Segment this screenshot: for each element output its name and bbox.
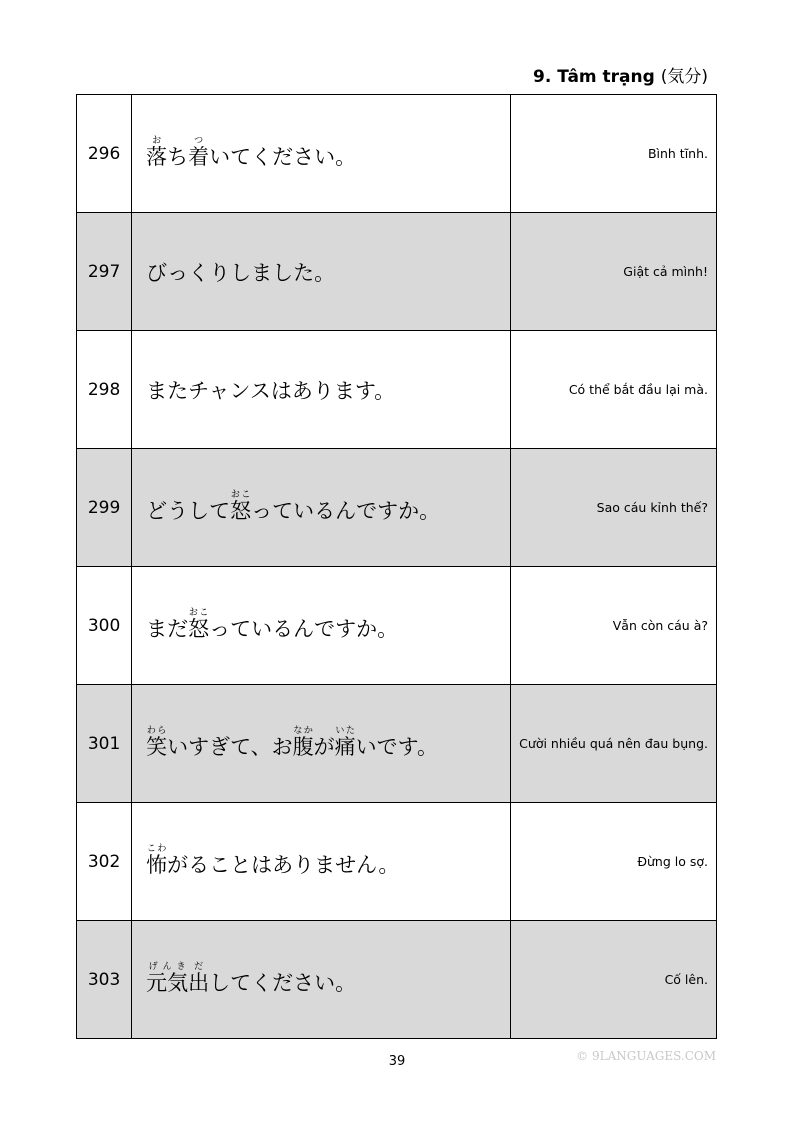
- vietnamese-translation: Giật cả mình!: [510, 213, 716, 331]
- kana-text: してください。: [209, 971, 357, 995]
- japanese-phrase: [132, 95, 511, 213]
- kana-text: がることはありません。: [167, 853, 400, 877]
- section-title-text: 9. Tâm trạng: [533, 67, 655, 87]
- page-number: 39: [388, 1054, 406, 1069]
- japanese-phrase: [132, 803, 511, 921]
- vietnamese-translation: Cố lên.: [510, 921, 716, 1039]
- vietnamese-translation: Bình tĩnh.: [510, 95, 716, 213]
- phrase-number: 301: [77, 685, 132, 803]
- vietnamese-translation: Vẫn còn cáu à?: [510, 567, 716, 685]
- kanji-with-furigana: [146, 136, 168, 169]
- kana-text: まだ: [146, 617, 189, 641]
- furigana: つ: [188, 136, 210, 146]
- kanji-with-furigana: [188, 608, 210, 641]
- kana-text: いすぎて、お: [167, 735, 293, 759]
- phrase-table-body: [77, 95, 717, 1039]
- kanji: 怒: [230, 499, 252, 523]
- japanese-phrase: [132, 921, 511, 1039]
- furigana: おこ: [230, 490, 252, 500]
- furigana: おこ: [188, 608, 210, 618]
- section-subtitle: (気分): [660, 67, 708, 87]
- kanji: 痛: [334, 735, 356, 759]
- kana-text: またチャンスはあります。: [146, 378, 396, 403]
- kanji-with-furigana: [146, 844, 168, 877]
- phrase-number: 300: [77, 567, 132, 685]
- japanese-phrase: [132, 567, 511, 685]
- japanese-phrase: [132, 685, 511, 803]
- phrase-number: 299: [77, 449, 132, 567]
- kana-text: いです。: [355, 735, 438, 759]
- furigana: だ: [188, 962, 210, 972]
- table-row: [77, 331, 717, 449]
- table-row: [77, 567, 717, 685]
- phrase-number: 296: [77, 95, 132, 213]
- kanji: 怖: [146, 853, 168, 877]
- kanji: 怒: [188, 617, 210, 641]
- table-row: [77, 803, 717, 921]
- phrase-number: 297: [77, 213, 132, 331]
- kanji-with-furigana: [146, 726, 168, 759]
- watermark: © 9LANGUAGES.COM: [576, 1049, 716, 1063]
- kana-text: が: [313, 735, 335, 759]
- kana-text: いてください。: [209, 145, 357, 169]
- table-row: [77, 685, 717, 803]
- kanji: 着: [188, 145, 210, 169]
- kanji: 元気: [146, 971, 189, 995]
- kanji-with-furigana: [188, 962, 210, 995]
- vietnamese-translation: Cười nhiều quá nên đau bụng.: [510, 685, 716, 803]
- japanese-phrase: [132, 331, 511, 449]
- section-title: [533, 62, 708, 87]
- kanji-with-furigana: [292, 726, 314, 759]
- vietnamese-translation: Đừng lo sợ.: [510, 803, 716, 921]
- kanji-with-furigana: [334, 726, 356, 759]
- phrase-number: 298: [77, 331, 132, 449]
- furigana: いた: [334, 726, 356, 736]
- phrase-table: [76, 94, 717, 1039]
- table-row: [77, 95, 717, 213]
- japanese-phrase: [132, 213, 511, 331]
- kanji-with-furigana: [230, 490, 252, 523]
- kana-text: っているんですか。: [209, 617, 399, 641]
- kanji-with-furigana: [188, 136, 210, 169]
- kana-text: っているんですか。: [251, 499, 441, 523]
- furigana: なか: [292, 726, 314, 736]
- phrase-number: 303: [77, 921, 132, 1039]
- kanji: 腹: [292, 735, 314, 759]
- table-row: [77, 449, 717, 567]
- kanji: 落: [146, 145, 168, 169]
- kanji: 出: [188, 971, 210, 995]
- furigana: お: [146, 136, 168, 146]
- kana-text: びっくりしました。: [146, 260, 336, 285]
- kana-text: どうして: [146, 499, 231, 523]
- kanji-with-furigana: [146, 962, 189, 995]
- kana-text: ち: [167, 145, 189, 169]
- vietnamese-translation: Có thể bắt đầu lại mà.: [510, 331, 716, 449]
- table-row: [77, 213, 717, 331]
- kanji: 笑: [146, 735, 168, 759]
- furigana: わら: [146, 726, 168, 736]
- furigana: げんき: [146, 962, 189, 972]
- furigana: こわ: [146, 844, 168, 854]
- japanese-phrase: [132, 449, 511, 567]
- vietnamese-translation: Sao cáu kỉnh thế?: [510, 449, 716, 567]
- phrase-number: 302: [77, 803, 132, 921]
- table-row: [77, 921, 717, 1039]
